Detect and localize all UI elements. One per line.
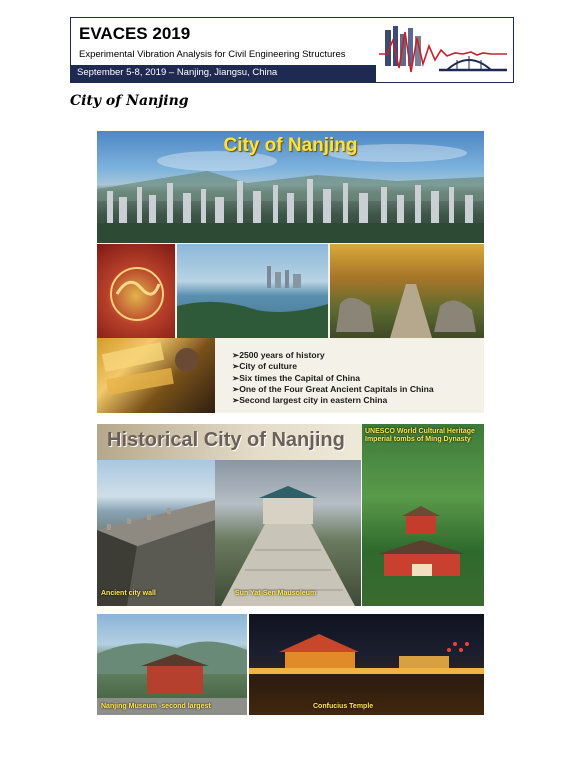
ming-tomb-statues-photo: [330, 244, 484, 338]
conference-logo: [377, 20, 511, 80]
slide2-title-band: [97, 424, 362, 460]
slide2-title: Historical City of Nanjing: [107, 429, 345, 451]
slide1-title: City of Nanjing: [223, 135, 358, 156]
gold-leaf-craft-photo: [97, 338, 215, 413]
skyline-photo: [97, 131, 484, 243]
date-location: September 5-8, 2019 – Nanjing, Jiangsu, China: [77, 67, 278, 78]
bullet-item: ➢One of the Four Great Ancient Capitals in China: [232, 383, 434, 394]
ming-imperial-tombs-photo: [362, 424, 484, 606]
conference-header: [70, 17, 514, 83]
page-heading: City of Nanjing: [70, 93, 189, 109]
conference-title: EVACES 2019: [79, 24, 191, 43]
caption-confucius-temple: Confucius Temple: [313, 703, 374, 710]
bullet-item: ➢Six times the Capital of China: [232, 372, 361, 383]
ancient-city-wall-photo: [97, 460, 215, 606]
bullet-item: ➢City of culture: [232, 361, 297, 372]
slide-historical-city: [97, 424, 484, 715]
date-bar: [71, 65, 376, 82]
confucius-temple-photo: [249, 614, 484, 715]
bullet-item: ➢2500 years of history: [232, 350, 325, 360]
nanjing-museum-photo: [97, 614, 247, 715]
caption-ming-tombs: UNESCO World Cultural Heritage Imperial tombs of Ming Dynasty: [365, 428, 475, 443]
xuanwu-lake-photo: [177, 244, 328, 338]
slide-city-overview: [97, 131, 484, 413]
conference-subtitle: Experimental Vibration Analysis for Civil Engineering Structures: [79, 49, 346, 60]
slide1-bullet-list: [232, 350, 434, 406]
bullet-item: ➢Second largest city in eastern China: [232, 395, 388, 406]
dragon-embroidery-photo: [97, 244, 175, 338]
caption-museum: Nanjing Museum -second largest: [101, 703, 211, 710]
caption-city-wall: Ancient city wall: [101, 590, 156, 597]
sun-yat-sen-mausoleum-photo: [215, 460, 361, 606]
caption-mausoleum: Sun Yat-Sen Mausoleum: [235, 590, 317, 597]
